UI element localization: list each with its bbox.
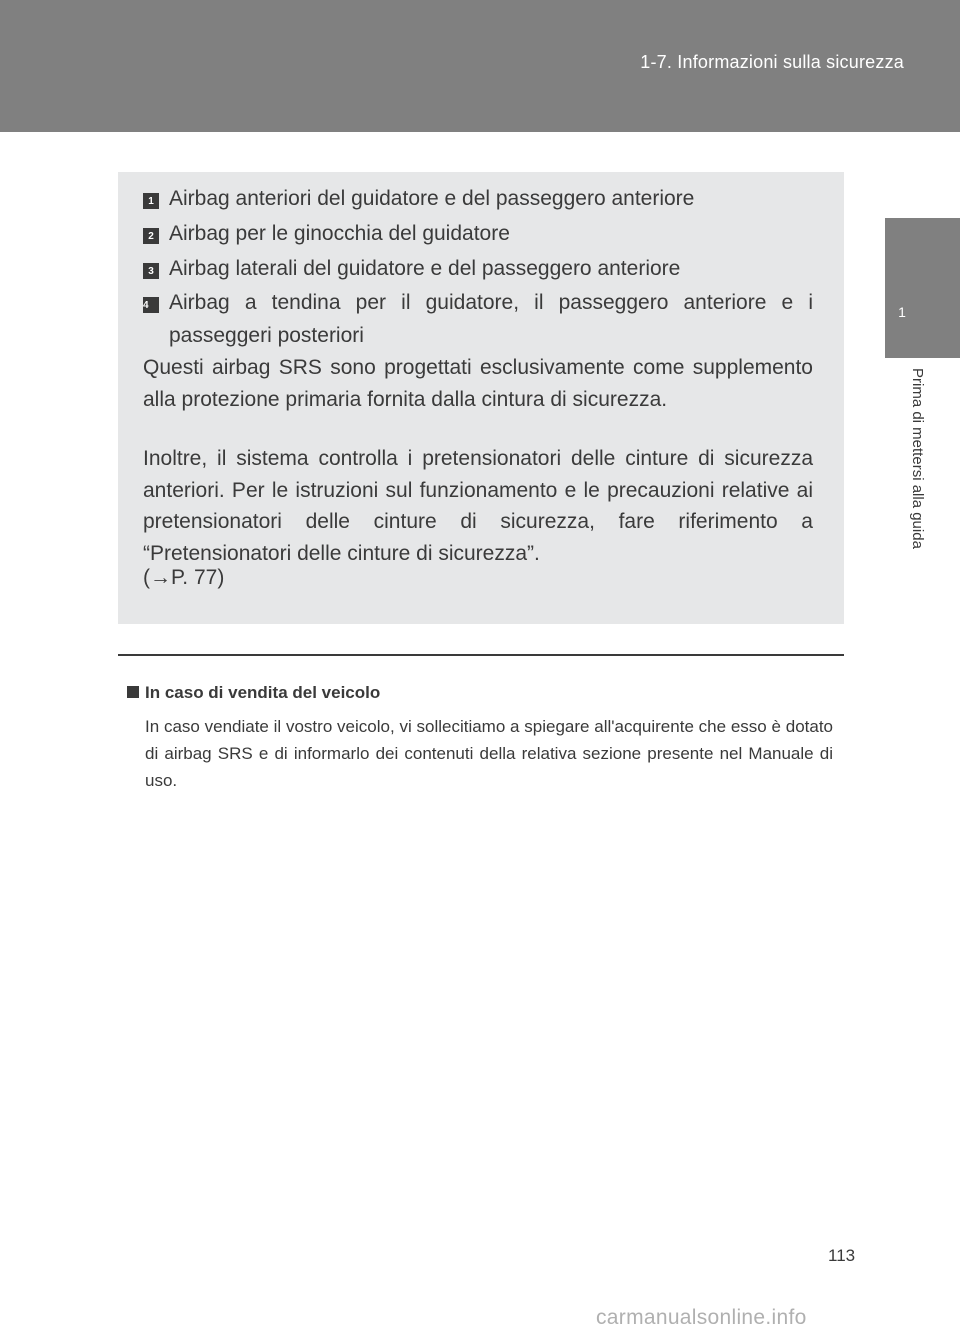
note-heading-text: In caso di vendita del veicolo xyxy=(145,683,381,702)
list-item-text: Airbag anteriori del guidatore e del passeggero anteriore xyxy=(169,187,695,210)
header-band xyxy=(0,0,960,132)
list-item xyxy=(143,217,813,250)
section-title: 1-7. Informazioni sulla sicurezza xyxy=(640,52,904,72)
list-item xyxy=(143,286,813,352)
list-item-text: Airbag a tendina per il guidatore, il passeggero anteriore e i xyxy=(169,291,813,314)
page-number: 113 xyxy=(828,1246,856,1265)
square-bullet-icon xyxy=(127,686,139,698)
number-badge: 1 xyxy=(143,193,159,209)
list-item-text: Airbag per le ginocchia del guidatore xyxy=(169,222,510,245)
number-badge: 2 xyxy=(143,228,159,244)
note-heading xyxy=(127,683,380,703)
number-badge: 4 xyxy=(143,297,159,313)
note-body: In caso vendiate il vostro veicolo, vi sollecitiamo a spiegare all'acquirente che esso è dotato di airbag SRS e di informarlo dei contenuti della relativa sezione presente nel Manuale di uso. xyxy=(145,717,833,790)
paragraph-pretensioners: Inoltre, il sistema controlla i pretensionatori delle cinture di sicurezza anteriori. Per le istruzioni sul funzionamento e le precauzioni relative ai pretensionatori delle cinture di sicurezza, fare riferimento a “Pretensionatori delle cinture di sicurezza”. xyxy=(143,447,813,565)
paragraph-srs: Questi airbag SRS sono progettati esclusivamente come supplemento alla protezione primaria fornita dalla cintura di sicurezza. xyxy=(143,356,813,411)
page-reference-link[interactable]: (→P. 77) xyxy=(143,566,225,589)
watermark: carmanualsonline.info xyxy=(596,1306,807,1329)
chapter-tab[interactable] xyxy=(885,218,960,358)
list-item xyxy=(143,182,813,215)
chapter-label: Prima di mettersi alla guida xyxy=(909,368,926,549)
divider xyxy=(118,654,844,656)
list-item-text-continued: passeggeri posteriori xyxy=(169,324,364,347)
number-badge: 3 xyxy=(143,263,159,279)
chapter-number: 1 xyxy=(898,304,906,320)
list-item-text: Airbag laterali del guidatore e del passeggero anteriore xyxy=(169,257,681,280)
list-item xyxy=(143,252,813,285)
